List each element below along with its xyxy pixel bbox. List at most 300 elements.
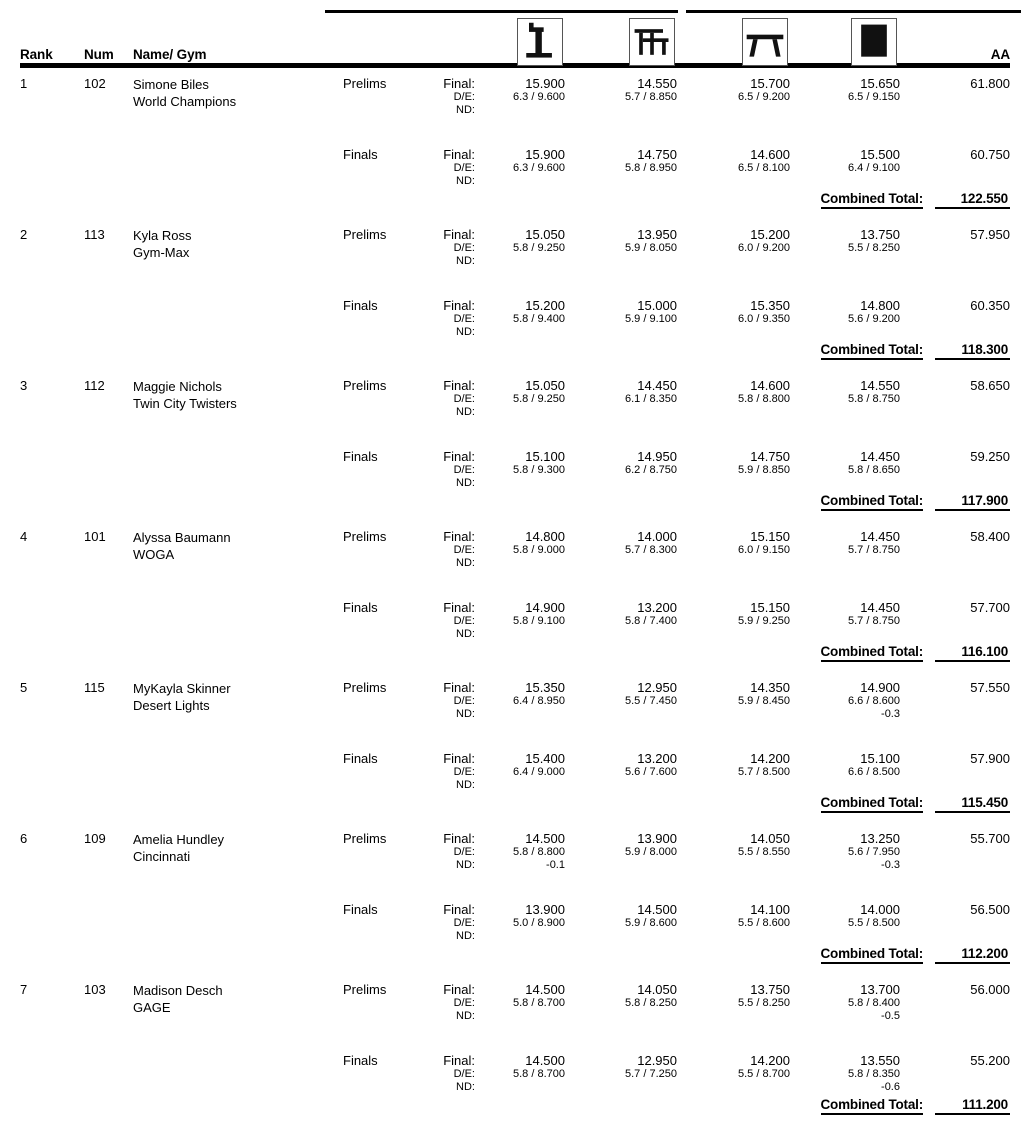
final-label: Final: [443,76,475,91]
bars-de: 5.7 / 7.250 [625,1068,677,1080]
finals-row [20,1053,1010,1094]
bars-score-cell [565,298,677,339]
bars-score-cell [565,831,677,872]
vault-de: 5.8 / 8.700 [513,1068,565,1080]
score-row-labels [440,1053,475,1094]
bars-nd [565,477,677,490]
floor-score-cell [790,378,900,419]
rank-cell-empty [20,449,84,464]
combined-total-row [20,795,1010,816]
vault-score-cell [475,982,565,1023]
floor-score-cell [790,1053,900,1094]
vault-de: 6.3 / 9.600 [513,162,565,174]
vault-score-cell [475,147,565,188]
nd-label: ND: [456,557,475,569]
rank-cell: 2 [20,227,28,242]
vault-nd: -0.1 [546,859,565,871]
athlete-name: Amelia Hundley [133,832,225,847]
aa-total: 58.650 [970,378,1010,393]
floor-score-cell [790,751,900,792]
vault-score-cell [475,529,565,570]
aa-total: 56.000 [970,982,1010,997]
combined-total-label: Combined Total: [821,795,924,813]
bars-de: 5.8 / 8.250 [625,997,677,1009]
score-row-labels [440,751,475,792]
bars-final: 15.000 [637,298,677,313]
vault-de: 5.8 / 9.000 [513,544,565,556]
combined-total-row [20,191,1010,212]
athlete-name: Maggie Nichols [133,379,222,394]
prelims-row [20,378,1010,419]
num-cell: 102 [84,76,106,91]
aa-score-cell [900,529,1010,570]
beam-de: 5.5 / 8.600 [738,917,790,929]
beam-final: 14.600 [750,378,790,393]
bars-nd [565,779,677,792]
bars-de: 5.5 / 7.450 [625,695,677,707]
floor-nd [790,104,900,117]
nd-label: ND: [456,930,475,942]
vault-nd [475,104,565,117]
gym-name: Gym-Max [133,245,190,260]
floor-nd [790,930,900,943]
name-gym-cell [133,378,343,419]
uneven-bars-icon [629,18,675,66]
final-label: Final: [443,751,475,766]
vault-score-cell [475,751,565,792]
vault-nd [475,1010,565,1023]
aa-score-cell [900,147,1010,188]
bars-score-cell [565,378,677,419]
bars-nd [565,175,677,188]
combined-total-label: Combined Total: [821,191,924,209]
session-label: Prelims [343,378,387,393]
session-label: Prelims [343,76,387,91]
floor-final: 15.500 [860,147,900,162]
prelims-row [20,76,1010,117]
beam-nd [677,779,790,792]
bars-final: 14.000 [637,529,677,544]
bars-final: 14.050 [637,982,677,997]
finals-row [20,902,1010,943]
name-cell-empty [133,1053,343,1094]
beam-nd [677,628,790,641]
final-label: Final: [443,831,475,846]
final-label: Final: [443,378,475,393]
vault-de: 6.4 / 9.000 [513,766,565,778]
floor-de: 5.7 / 8.750 [848,544,900,556]
floor-nd: -0.5 [881,1010,900,1022]
bars-final: 14.450 [637,378,677,393]
bars-final: 13.900 [637,831,677,846]
beam-nd [677,104,790,117]
results-body [20,68,1010,1118]
rank-cell: 7 [20,982,28,997]
beam-score-cell [677,751,790,792]
floor-nd: -0.3 [881,708,900,720]
floor-final: 14.900 [860,680,900,695]
floor-de: 5.6 / 7.950 [848,846,900,858]
bars-de: 5.9 / 8.050 [625,242,677,254]
floor-final: 14.000 [860,902,900,917]
vault-de: 6.4 / 8.950 [513,695,565,707]
beam-nd [677,557,790,570]
aa-total: 60.750 [970,147,1010,162]
combined-total-row [20,644,1010,665]
aa-total: 57.550 [970,680,1010,695]
bars-final: 12.950 [637,680,677,695]
beam-de: 5.5 / 8.700 [738,1068,790,1080]
uneven-bars-glyph [631,20,673,64]
aa-score-cell [900,227,1010,268]
vault-final: 15.400 [525,751,565,766]
bars-de: 5.7 / 8.300 [625,544,677,556]
num-cell-empty [84,751,133,766]
combined-total-row [20,1097,1010,1118]
beam-final: 14.600 [750,147,790,162]
aa-score-cell [900,76,1010,117]
bars-final: 14.550 [637,76,677,91]
beam-de: 6.0 / 9.150 [738,544,790,556]
beam-nd [677,1081,790,1094]
score-row-labels [440,902,475,943]
bars-de: 5.7 / 8.850 [625,91,677,103]
vault-de: 5.8 / 8.700 [513,997,565,1009]
combined-total-label: Combined Total: [821,946,924,964]
bars-nd [565,859,677,872]
floor-de: 6.4 / 9.100 [848,162,900,174]
vault-final: 15.350 [525,680,565,695]
beam-de: 6.5 / 9.200 [738,91,790,103]
beam-de: 5.9 / 8.850 [738,464,790,476]
vault-score-cell [475,298,565,339]
score-row-labels [440,76,475,117]
vault-nd [475,175,565,188]
athlete-block [20,227,1010,363]
bars-score-cell [565,600,677,641]
bars-final: 13.200 [637,600,677,615]
floor-exercise-icon [851,18,897,66]
aa-total: 60.350 [970,298,1010,313]
aa-score-cell [900,378,1010,419]
session-label: Prelims [343,529,387,544]
score-row-labels [440,227,475,268]
aa-total: 57.900 [970,751,1010,766]
floor-nd [790,628,900,641]
bars-de: 5.9 / 9.100 [625,313,677,325]
vault-score-cell [475,680,565,721]
beam-final: 14.200 [750,751,790,766]
floor-de: 5.8 / 8.650 [848,464,900,476]
finals-row [20,751,1010,792]
balance-beam-icon [742,18,788,66]
beam-nd [677,859,790,872]
vault-final: 15.050 [525,227,565,242]
vault-nd [475,406,565,419]
bars-nd [565,1010,677,1023]
de-label: D/E: [453,1068,475,1080]
num-cell-empty [84,1053,133,1068]
floor-final: 14.450 [860,600,900,615]
floor-score-cell [790,600,900,641]
aa-score-cell [900,902,1010,943]
aa-score-cell [900,600,1010,641]
session-label: Prelims [343,982,387,997]
beam-nd [677,1010,790,1023]
vault-final: 15.100 [525,449,565,464]
floor-score-cell [790,902,900,943]
aa-score-cell [900,680,1010,721]
aa-score-cell [900,751,1010,792]
rank-cell: 4 [20,529,28,544]
gym-name: GAGE [133,1000,171,1015]
aa-total: 57.950 [970,227,1010,242]
nd-label: ND: [456,477,475,489]
final-label: Final: [443,1053,475,1068]
vault-score-cell [475,600,565,641]
floor-de: 5.8 / 8.400 [848,997,900,1009]
bars-de: 5.9 / 8.600 [625,917,677,929]
vault-nd [475,628,565,641]
athlete-name: Simone Biles [133,77,209,92]
bars-final: 14.950 [637,449,677,464]
vault-icon [517,18,563,66]
finals-row [20,600,1010,641]
rank-cell-empty [20,751,84,766]
floor-final: 14.800 [860,298,900,313]
num-cell: 112 [84,378,105,393]
beam-score-cell [677,902,790,943]
beam-de: 6.5 / 8.100 [738,162,790,174]
de-label: D/E: [453,997,475,1009]
floor-de: 5.8 / 8.750 [848,393,900,405]
floor-de: 6.5 / 9.150 [848,91,900,103]
combined-total-label: Combined Total: [821,1097,924,1115]
floor-final: 13.700 [860,982,900,997]
floor-score-cell [790,529,900,570]
floor-final: 14.450 [860,529,900,544]
session-label: Prelims [343,680,387,695]
beam-final: 15.700 [750,76,790,91]
session-label: Prelims [343,831,387,846]
floor-final: 14.450 [860,449,900,464]
vault-nd [475,326,565,339]
name-gym-cell [133,227,343,268]
athlete-block [20,378,1010,514]
bars-de: 5.9 / 8.000 [625,846,677,858]
athlete-block [20,831,1010,967]
floor-nd: -0.3 [881,859,900,871]
rank-cell: 5 [20,680,28,695]
vault-de: 6.3 / 9.600 [513,91,565,103]
bars-de: 5.8 / 8.950 [625,162,677,174]
beam-final: 13.750 [750,982,790,997]
combined-total-label: Combined Total: [821,342,924,360]
rank-cell-empty [20,600,84,615]
floor-score-cell [790,298,900,339]
nd-label: ND: [456,628,475,640]
beam-final: 15.200 [750,227,790,242]
rank-cell-empty [20,1053,84,1068]
combined-total-value: 122.550 [935,191,1010,209]
floor-de: 5.7 / 8.750 [848,615,900,627]
floor-de: 6.6 / 8.600 [848,695,900,707]
beam-de: 5.5 / 8.550 [738,846,790,858]
nd-label: ND: [456,175,475,187]
bars-final: 13.200 [637,751,677,766]
bars-score-cell [565,529,677,570]
name-cell-empty [133,298,343,339]
score-row-labels [440,449,475,490]
vault-de: 5.8 / 9.400 [513,313,565,325]
de-label: D/E: [453,766,475,778]
de-label: D/E: [453,393,475,405]
session-label: Finals [343,449,378,464]
vault-score-cell [475,1053,565,1094]
floor-score-cell [790,680,900,721]
rank-header: Rank [20,47,53,62]
beam-final: 15.150 [750,600,790,615]
bars-final: 12.950 [637,1053,677,1068]
nd-label: ND: [456,708,475,720]
bars-score-cell [565,147,677,188]
athlete-block [20,680,1010,816]
floor-score-cell [790,982,900,1023]
final-label: Final: [443,529,475,544]
floor-score-cell [790,227,900,268]
beam-de: 6.0 / 9.200 [738,242,790,254]
beam-de: 6.0 / 9.350 [738,313,790,325]
beam-score-cell [677,600,790,641]
prelims-row [20,680,1010,721]
aa-header: AA [990,47,1010,62]
vault-score-cell [475,449,565,490]
vault-de: 5.0 / 8.900 [513,917,565,929]
final-label: Final: [443,298,475,313]
beam-final: 15.150 [750,529,790,544]
floor-de: 6.6 / 8.500 [848,766,900,778]
floor-nd [790,557,900,570]
beam-final: 15.350 [750,298,790,313]
beam-nd [677,326,790,339]
aa-score-cell [900,982,1010,1023]
prelims-row [20,831,1010,872]
combined-total-row [20,493,1010,514]
floor-exercise-glyph [853,20,895,64]
vault-nd [475,1081,565,1094]
bars-score-cell [565,76,677,117]
vault-final: 15.050 [525,378,565,393]
bars-score-cell [565,982,677,1023]
vault-de: 5.8 / 9.250 [513,242,565,254]
name-cell-empty [133,751,343,792]
num-cell: 109 [84,831,106,846]
vault-final: 14.800 [525,529,565,544]
aa-total: 59.250 [970,449,1010,464]
bars-de: 5.6 / 7.600 [625,766,677,778]
beam-final: 14.350 [750,680,790,695]
name-cell-empty [133,600,343,641]
floor-score-cell [790,76,900,117]
beam-de: 5.9 / 8.450 [738,695,790,707]
vault-score-cell [475,902,565,943]
nd-label: ND: [456,779,475,791]
vault-score-cell [475,227,565,268]
floor-final: 14.550 [860,378,900,393]
beam-score-cell [677,227,790,268]
vault-de: 5.8 / 9.250 [513,393,565,405]
bars-score-cell [565,751,677,792]
num-cell-empty [84,449,133,464]
vault-nd [475,477,565,490]
athlete-name: Alyssa Baumann [133,530,231,545]
beam-final: 14.750 [750,449,790,464]
bars-score-cell [565,227,677,268]
session-label: Finals [343,902,378,917]
final-label: Final: [443,680,475,695]
floor-nd [790,779,900,792]
name-gym-cell [133,76,343,117]
beam-score-cell [677,298,790,339]
beam-score-cell [677,529,790,570]
beam-nd [677,255,790,268]
vault-final: 14.900 [525,600,565,615]
num-header: Num [84,47,114,62]
de-label: D/E: [453,917,475,929]
athlete-block [20,982,1010,1118]
vault-final: 15.900 [525,76,565,91]
floor-score-cell [790,449,900,490]
num-cell-empty [84,298,133,313]
athlete-name: Madison Desch [133,983,223,998]
session-label: Prelims [343,227,387,242]
beam-de: 5.5 / 8.250 [738,997,790,1009]
bars-nd [565,406,677,419]
score-row-labels [440,600,475,641]
floor-nd: -0.6 [881,1081,900,1093]
aa-score-cell [900,449,1010,490]
beam-final: 14.200 [750,1053,790,1068]
combined-total-value: 111.200 [935,1097,1010,1115]
bars-nd [565,930,677,943]
name-cell-empty [133,902,343,943]
vault-nd [475,708,565,721]
athlete-block [20,76,1010,212]
final-label: Final: [443,982,475,997]
beam-nd [677,175,790,188]
aa-total: 58.400 [970,529,1010,544]
score-row-labels [440,378,475,419]
floor-score-cell [790,831,900,872]
vault-final: 15.200 [525,298,565,313]
bars-nd [565,708,677,721]
bars-de: 5.8 / 7.400 [625,615,677,627]
score-row-labels [440,982,475,1023]
beam-score-cell [677,982,790,1023]
bars-nd [565,557,677,570]
athlete-block [20,529,1010,665]
prelims-row [20,982,1010,1023]
bars-nd [565,326,677,339]
score-row-labels [440,298,475,339]
vault-score-cell [475,831,565,872]
beam-score-cell [677,680,790,721]
combined-total-label: Combined Total: [821,493,924,511]
beam-final: 14.100 [750,902,790,917]
bars-final: 14.500 [637,902,677,917]
rank-cell-empty [20,147,84,162]
beam-final: 14.050 [750,831,790,846]
